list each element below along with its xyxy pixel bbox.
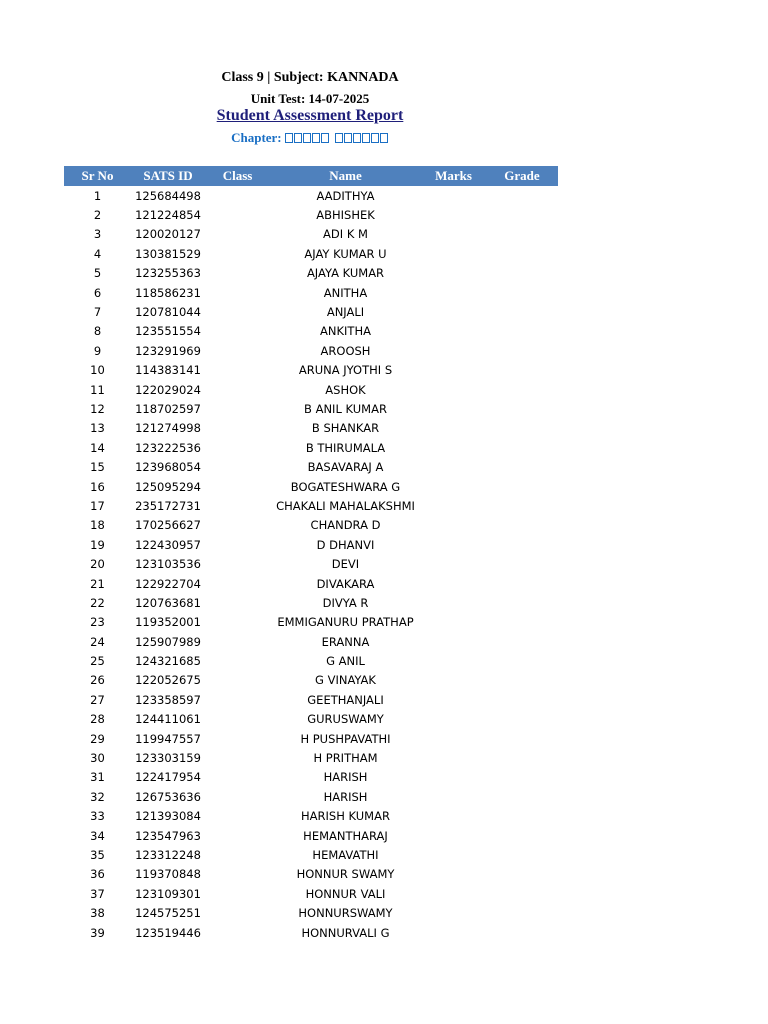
marks-cell [421,302,486,321]
name-cell: ADI K M [323,227,368,242]
name-cell: DIVYA R [322,595,369,610]
marks-cell [421,554,486,573]
marks-cell [421,438,486,457]
sats-id-cell: 123968054 [135,460,201,475]
sats-id-cell: 125095294 [135,479,201,494]
name-cell: ARUNA JYOTHI S [298,363,393,378]
grade-cell [486,690,558,709]
sats-id-cell: 123358597 [135,692,201,707]
grade-cell [486,613,558,632]
col-grade: Grade [486,166,558,186]
marks-cell [421,419,486,438]
sr-no-cell: 31 [90,770,105,785]
table-row [64,419,558,438]
sr-no-cell: 3 [93,227,102,242]
name-cell: DIVAKARA [316,576,375,591]
table-row [64,632,558,651]
name-cell: ASHOK [325,382,366,397]
marks-cell [421,651,486,670]
name-cell: DEVI [331,557,360,572]
name-cell: HONNURSWAMY [298,906,393,921]
table-row [64,244,558,263]
table-row [64,554,558,573]
class-cell [205,361,270,380]
name-cell: CHANDRA D [310,518,381,533]
grade-cell [486,593,558,612]
table-row [64,690,558,709]
sats-id-cell: 123255363 [135,266,201,281]
name-cell: ANITHA [323,285,368,300]
class-cell [205,496,270,515]
name-cell: ABHISHEK [316,208,375,223]
sats-id-cell: 122052675 [135,673,201,688]
sr-no-cell: 33 [90,809,105,824]
sr-no-cell: 26 [90,673,105,688]
sats-id-cell: 130381529 [135,246,201,261]
marks-cell [421,671,486,690]
table-row [64,457,558,476]
grade-cell [486,477,558,496]
class-subject-line: Class 9 | Subject: KANNADA [221,70,399,85]
sats-id-cell: 120020127 [135,227,201,242]
sats-id-cell: 119947557 [135,731,201,746]
sr-no-cell: 25 [90,654,105,669]
table-row [64,768,558,787]
name-cell: HARISH [323,770,368,785]
table-row [64,516,558,535]
table-row [64,535,558,554]
sr-no-cell: 22 [90,595,105,610]
grade-cell [486,186,558,205]
grade-cell [486,302,558,321]
sr-no-cell: 2 [93,208,102,223]
marks-cell [421,457,486,476]
name-cell: B ANIL KUMAR [304,401,387,416]
grade-cell [486,496,558,515]
name-cell: EMMIGANURU PRATHAP [277,615,414,630]
table-row [64,845,558,864]
marks-cell [421,807,486,826]
grade-cell [486,671,558,690]
sr-no-cell: 28 [90,712,105,727]
sr-no-cell: 34 [90,828,105,843]
class-cell [205,865,270,884]
table-row [64,225,558,244]
sats-id-cell: 123551554 [135,324,201,339]
sr-no-cell: 38 [90,906,105,921]
name-cell: HEMAVATHI [312,847,379,862]
name-cell: HONNURVALI G [301,925,390,940]
class-cell [205,671,270,690]
class-cell [205,574,270,593]
sats-id-cell: 122430957 [135,537,201,552]
marks-cell [421,186,486,205]
class-cell [205,923,270,942]
table-row [64,341,558,360]
class-cell [205,302,270,321]
sr-no-cell: 6 [93,285,102,300]
table-row [64,729,558,748]
sats-id-cell: 119370848 [135,867,201,882]
sats-id-cell: 118702597 [135,401,201,416]
name-cell: ANJALI [326,305,365,320]
sats-id-cell: 122029024 [135,382,201,397]
sr-no-cell: 19 [90,537,105,552]
grade-cell [486,903,558,922]
class-cell [205,322,270,341]
sr-no-cell: 32 [90,789,105,804]
class-cell [205,283,270,302]
sr-no-cell: 39 [90,925,105,940]
name-cell: G ANIL [326,654,365,669]
sats-id-cell: 125907989 [135,634,201,649]
sats-id-cell: 123103536 [135,557,201,572]
name-cell: HARISH [323,789,368,804]
class-cell [205,244,270,263]
grade-cell [486,574,558,593]
class-cell [205,457,270,476]
sr-no-cell: 7 [93,305,102,320]
name-cell: ANKITHA [320,324,371,339]
class-cell [205,593,270,612]
sr-no-cell: 23 [90,615,105,630]
class-cell [205,535,270,554]
class-cell [205,419,270,438]
marks-cell [421,322,486,341]
sats-id-cell: 119352001 [135,615,201,630]
col-class: Class [205,166,270,186]
class-cell [205,787,270,806]
grade-cell [486,380,558,399]
sats-id-cell: 120781044 [135,305,201,320]
sats-id-cell: 170256627 [135,518,201,533]
sats-id-cell: 124575251 [135,906,201,921]
sats-id-cell: 124411061 [135,712,201,727]
grade-cell [486,768,558,787]
marks-cell [421,710,486,729]
table-row [64,787,558,806]
table-row [64,496,558,515]
sats-id-cell: 123303159 [135,751,201,766]
chapter-name-glyphs [285,130,389,145]
table-row [64,923,558,942]
table-header-row [64,166,558,186]
class-cell [205,399,270,418]
table-row [64,807,558,826]
grade-cell [486,322,558,341]
sr-no-cell: 18 [90,518,105,533]
sr-no-cell: 15 [90,460,105,475]
marks-cell [421,496,486,515]
sr-no-cell: 20 [90,557,105,572]
marks-cell [421,923,486,942]
marks-cell [421,380,486,399]
marks-cell [421,903,486,922]
sats-id-cell: 122417954 [135,770,201,785]
table-row [64,884,558,903]
name-cell: CHAKALI MAHALAKSHMI [276,498,415,513]
sr-no-cell: 35 [90,847,105,862]
class-cell [205,341,270,360]
table-row [64,671,558,690]
table-row [64,302,558,321]
chapter-label: Chapter: [231,130,282,145]
grade-cell [486,807,558,826]
grade-cell [486,264,558,283]
sats-id-cell: 114383141 [135,363,201,378]
sr-no-cell: 5 [93,266,102,281]
marks-cell [421,826,486,845]
marks-cell [421,690,486,709]
sats-id-cell: 123109301 [135,886,201,901]
sr-no-cell: 14 [90,440,105,455]
grade-cell [486,787,558,806]
table-row [64,438,558,457]
marks-cell [421,593,486,612]
marks-cell [421,516,486,535]
grade-cell [486,457,558,476]
name-cell: AJAY KUMAR U [304,246,387,261]
table-row [64,477,558,496]
sats-id-cell: 123312248 [135,847,201,862]
col-sats-id: SATS ID [131,166,205,186]
class-cell [205,554,270,573]
marks-cell [421,477,486,496]
class-cell [205,380,270,399]
class-cell [205,748,270,767]
table-row [64,826,558,845]
sr-no-cell: 8 [93,324,102,339]
sr-no-cell: 9 [93,343,102,358]
name-cell: H PRITHAM [313,751,378,766]
unit-test-line: Unit Test: 14-07-2025 [250,91,370,106]
name-cell: H PUSHPAVATHI [300,731,391,746]
marks-cell [421,787,486,806]
grade-cell [486,923,558,942]
sats-id-cell: 124321685 [135,654,201,669]
grade-cell [486,535,558,554]
marks-cell [421,341,486,360]
sr-no-cell: 16 [90,479,105,494]
class-cell [205,710,270,729]
table-row [64,361,558,380]
name-cell: AJAYA KUMAR [306,266,385,281]
sr-no-cell: 10 [90,363,105,378]
table-row [64,186,558,205]
grade-cell [486,710,558,729]
sats-id-cell: 123547963 [135,828,201,843]
class-cell [205,690,270,709]
class-cell [205,516,270,535]
grade-cell [486,845,558,864]
class-cell [205,729,270,748]
sr-no-cell: 11 [90,382,105,397]
marks-cell [421,264,486,283]
name-cell: GURUSWAMY [307,712,384,727]
marks-cell [421,283,486,302]
sr-no-cell: 37 [90,886,105,901]
name-cell: GEETHANJALI [307,692,384,707]
sr-no-cell: 27 [90,692,105,707]
sats-id-cell: 121274998 [135,421,201,436]
table-row [64,865,558,884]
sr-no-cell: 12 [90,401,105,416]
class-cell [205,651,270,670]
class-cell [205,845,270,864]
student-table [64,166,558,942]
grade-cell [486,419,558,438]
class-cell [205,205,270,224]
name-cell: HONNUR SWAMY [296,867,395,882]
name-cell: AROOSH [320,343,371,358]
marks-cell [421,361,486,380]
sr-no-cell: 4 [93,246,102,261]
table-row [64,574,558,593]
marks-cell [421,768,486,787]
marks-cell [421,205,486,224]
marks-cell [421,613,486,632]
grade-cell [486,554,558,573]
marks-cell [421,399,486,418]
class-cell [205,477,270,496]
grade-cell [486,438,558,457]
sats-id-cell: 125684498 [135,188,201,203]
table-row [64,283,558,302]
name-cell: B THIRUMALA [305,440,386,455]
class-cell [205,884,270,903]
class-cell [205,225,270,244]
marks-cell [421,632,486,651]
marks-cell [421,729,486,748]
class-cell [205,613,270,632]
class-cell [205,826,270,845]
sats-id-cell: 121224854 [135,208,201,223]
grade-cell [486,748,558,767]
sr-no-cell: 30 [90,751,105,766]
marks-cell [421,244,486,263]
grade-cell [486,399,558,418]
marks-cell [421,845,486,864]
grade-cell [486,341,558,360]
table-row [64,322,558,341]
class-cell [205,438,270,457]
name-cell: AADITHYA [316,188,375,203]
grade-cell [486,225,558,244]
grade-cell [486,651,558,670]
class-cell [205,903,270,922]
marks-cell [421,535,486,554]
table-row [64,380,558,399]
name-cell: B SHANKAR [311,421,380,436]
sr-no-cell: 21 [90,576,105,591]
marks-cell [421,225,486,244]
table-row [64,399,558,418]
class-cell [205,807,270,826]
marks-cell [421,884,486,903]
sr-no-cell: 1 [93,188,102,203]
table-row [64,748,558,767]
sr-no-cell: 36 [90,867,105,882]
table-row [64,205,558,224]
class-cell [205,264,270,283]
grade-cell [486,244,558,263]
name-cell: HONNUR VALI [305,886,386,901]
col-marks: Marks [421,166,486,186]
sr-no-cell: 24 [90,634,105,649]
sats-id-cell: 120763681 [135,595,201,610]
marks-cell [421,748,486,767]
grade-cell [486,632,558,651]
grade-cell [486,865,558,884]
sats-id-cell: 123291969 [135,343,201,358]
grade-cell [486,826,558,845]
grade-cell [486,729,558,748]
sats-id-cell: 118586231 [135,285,201,300]
sr-no-cell: 29 [90,731,105,746]
chapter-line [0,130,620,146]
name-cell: D DHANVI [316,537,375,552]
name-cell: HARISH KUMAR [301,809,390,824]
marks-cell [421,865,486,884]
report-title: Student Assessment Report [216,107,404,124]
grade-cell [486,361,558,380]
col-sr-no: Sr No [64,166,131,186]
grade-cell [486,516,558,535]
sats-id-cell: 121393084 [135,809,201,824]
grade-cell [486,283,558,302]
sats-id-cell: 123222536 [135,440,201,455]
sr-no-cell: 13 [90,421,105,436]
sats-id-cell: 235172731 [135,498,201,513]
table-row [64,593,558,612]
name-cell: HEMANTHARAJ [303,828,388,843]
table-row [64,710,558,729]
sats-id-cell: 126753636 [135,789,201,804]
table-row [64,651,558,670]
table-row [64,903,558,922]
class-cell [205,632,270,651]
col-name: Name [270,166,421,186]
marks-cell [421,574,486,593]
name-cell: BASAVARAJ A [307,460,384,475]
sats-id-cell: 122922704 [135,576,201,591]
table-body [64,186,558,942]
name-cell: G VINAYAK [315,673,376,688]
grade-cell [486,884,558,903]
name-cell: ERANNA [321,634,370,649]
class-cell [205,768,270,787]
name-cell: BOGATESHWARA G [290,479,401,494]
table-row [64,613,558,632]
table-row [64,264,558,283]
grade-cell [486,205,558,224]
sr-no-cell: 17 [90,498,105,513]
class-cell [205,186,270,205]
sats-id-cell: 123519446 [135,925,201,940]
